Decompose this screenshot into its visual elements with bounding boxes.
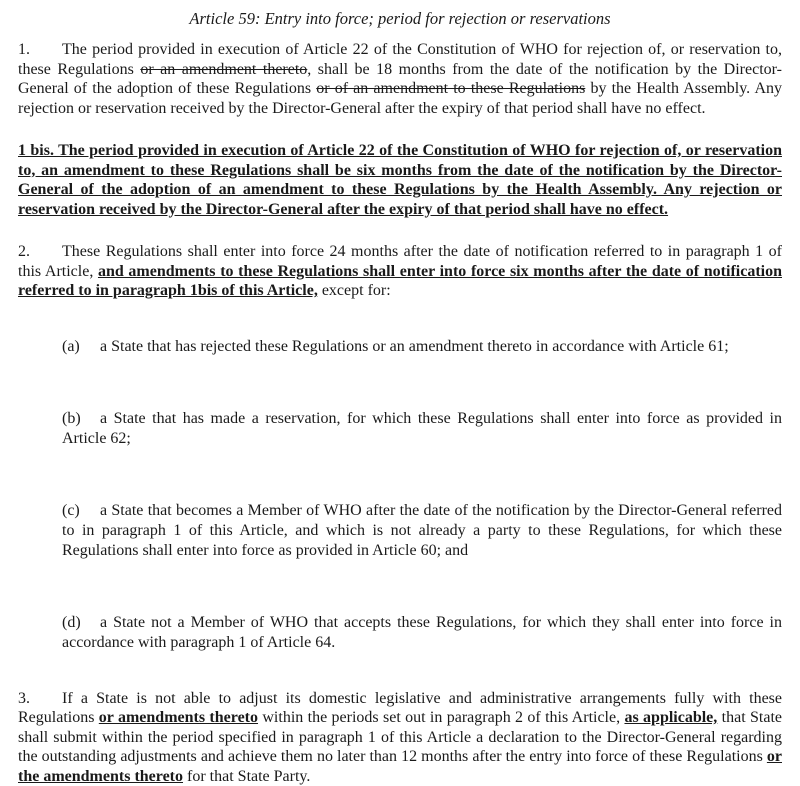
text-run: except for: <box>318 282 391 299</box>
inserted-text: and amendments to these Regulations shall enter into force six months after the date of notification referred to in paragraph 1bis of this Article, <box>18 263 782 300</box>
subitem-b <box>62 409 782 449</box>
text-run: The period provided in execution of Article 22 of the Constitution of WHO for rejection of, or reservation to, these Regulations <box>18 41 782 78</box>
deleted-text: or an amendment thereto <box>140 61 307 78</box>
paragraph-number: 2. <box>18 242 62 262</box>
text-run: If a State is not able to adjust its domestic legislative and administrative arrangements fully with these Regulations <box>18 690 782 727</box>
subitem-a <box>62 337 782 357</box>
inserted-text: or the amendments thereto <box>18 748 782 785</box>
text-run: , shall be 18 months from the date of the notification by the Director-General of the adoption of these Regulations <box>18 61 782 98</box>
paragraph-1bis: 1 bis. The period provided in execution of Article 22 of the Constitution of WHO for rejection of, or reservation to, an amendment to these Regulations shall be six months from the date of the notification by the Director-General of the adoption of an amendment to these Regulations by the Health Assembly. Any rejection or reservation received by the Director-General after the expiry of that period shall have no effect. <box>18 141 782 219</box>
subitem-text: a State that has rejected these Regulations or an amendment thereto in accordance with Article 61; <box>100 338 729 355</box>
inserted-text: or amendments thereto <box>99 709 258 726</box>
subitem-text: a State that becomes a Member of WHO after the date of the notification by the Director-General referred to in paragraph 1 of this Article, and which is not already a party to these Regulations, for which these Regulations shall enter into force as provided in Article 60; and <box>62 502 782 559</box>
article-title: Article 59: Entry into force; period for rejection or reservations <box>18 8 782 30</box>
text-run: These Regulations shall enter into force 24 months after the date of notification referred to in paragraph 1 of this Article, <box>18 243 782 280</box>
subitem-text: a State not a Member of WHO that accepts these Regulations, for which they shall enter into force in accordance with paragraph 1 of Article 64. <box>62 614 782 651</box>
subitem-text: a State that has made a reservation, for which these Regulations shall enter into force as provided in Article 62; <box>62 410 782 447</box>
subitem-letter: (b) <box>62 409 100 429</box>
subitem-c <box>62 501 782 561</box>
paragraph-number: 1. <box>18 40 62 60</box>
subitem-letter: (d) <box>62 613 100 633</box>
text-run: within the periods set out in paragraph 2 of this Article, <box>258 709 624 726</box>
inserted-text: as applicable, <box>624 709 717 726</box>
text-run: by the Health Assembly. Any rejection or reservation received by the Director-General after the expiry of that period shall have no effect. <box>18 80 782 117</box>
deleted-text: or of an amendment to these Regulations <box>316 80 585 97</box>
paragraph-3 <box>18 689 782 786</box>
paragraph-number: 3. <box>18 689 62 709</box>
paragraph-1 <box>18 40 782 118</box>
subitem-letter: (c) <box>62 501 100 521</box>
subitem-d <box>62 613 782 653</box>
text-run: for that State Party. <box>183 768 310 785</box>
subitem-letter: (a) <box>62 337 100 357</box>
paragraph-2 <box>18 242 782 301</box>
text-run: that State shall submit within the period specified in paragraph 1 of this Article a declaration to the Director-General regarding the outstanding adjustments and achieve them no later than 12 months after the entry into force of these Regulations <box>18 709 782 765</box>
